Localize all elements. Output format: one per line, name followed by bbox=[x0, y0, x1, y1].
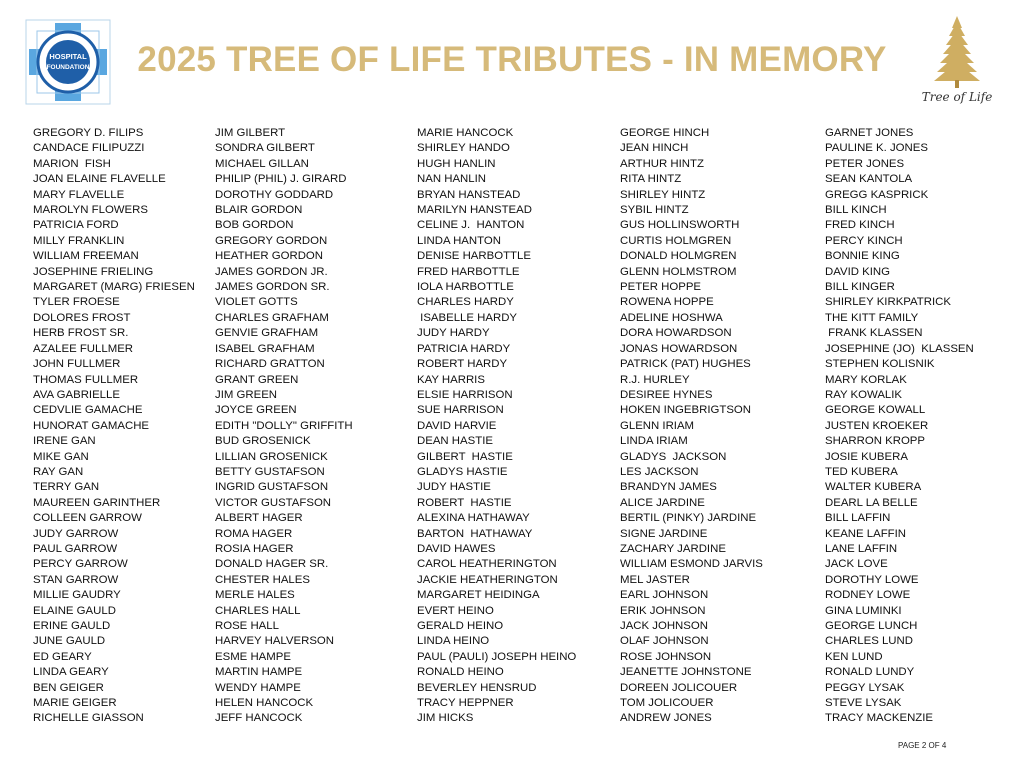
logo-text-bottom: FOUNDATION bbox=[46, 64, 90, 71]
memorial-name: JOSEPHINE (JO) KLASSEN bbox=[825, 342, 974, 355]
memorial-name: VICTOR GUSTAFSON bbox=[215, 496, 332, 509]
memorial-name: LES JACKSON bbox=[620, 465, 699, 478]
memorial-name: JUDY HARDY bbox=[417, 327, 490, 340]
tree-of-life-caption: Tree of Life bbox=[921, 90, 993, 104]
memorial-name: LANE LAFFIN bbox=[825, 542, 898, 555]
memorial-name: JACKIE HEATHERINGTON bbox=[417, 573, 558, 586]
memorial-name: TYLER FROESE bbox=[33, 296, 120, 309]
memorial-name: THE KITT FAMILY bbox=[825, 311, 919, 324]
memorial-name: HELEN HANCOCK bbox=[215, 697, 314, 710]
memorial-name: PAULINE K. JONES bbox=[825, 142, 928, 155]
memorial-name: PERCY GARROW bbox=[33, 558, 128, 571]
memorial-name: JOSIE KUBERA bbox=[825, 450, 908, 463]
memorial-name: DESIREE HYNES bbox=[620, 388, 713, 401]
memorial-name: CANDACE FILIPUZZI bbox=[33, 142, 145, 155]
memorial-name: ELAINE GAULD bbox=[33, 604, 116, 617]
memorial-name: JUDY HASTIE bbox=[417, 481, 491, 494]
memorial-name: MARILYN HANSTEAD bbox=[417, 204, 532, 217]
memorial-name: IRENE GAN bbox=[33, 435, 96, 448]
memorial-name: KEN LUND bbox=[825, 650, 883, 663]
memorial-name: ROSE JOHNSON bbox=[620, 650, 712, 663]
memorial-name: HEATHER GORDON bbox=[215, 250, 324, 263]
memorial-name: JAMES GORDON JR. bbox=[215, 265, 328, 278]
memorial-name: ALEXINA HATHAWAY bbox=[417, 512, 530, 525]
memorial-name: BOB GORDON bbox=[215, 219, 294, 232]
memorial-name: ROSE HALL bbox=[215, 620, 279, 632]
memorial-name: BILL KINGER bbox=[825, 281, 895, 294]
memorial-name: CHARLES HARDY bbox=[417, 296, 514, 309]
memorial-name: GUS HOLLINSWORTH bbox=[620, 219, 740, 232]
memorial-name: BILL KINCH bbox=[825, 204, 887, 217]
memorial-name: GLENN IRIAM bbox=[620, 419, 695, 432]
memorial-name: MAROLYN FLOWERS bbox=[33, 204, 148, 217]
memorial-name: DAVID KING bbox=[825, 265, 890, 278]
memorial-name: SHIRLEY HANDO bbox=[417, 142, 510, 155]
memorial-name: AVA GABRIELLE bbox=[33, 388, 120, 401]
memorial-name: GEORGE HINCH bbox=[620, 127, 710, 139]
memorial-name: HUGH HANLIN bbox=[417, 157, 496, 170]
memorial-name: GREGORY GORDON bbox=[215, 234, 328, 247]
memorial-name: TRACY HEPPNER bbox=[417, 697, 514, 710]
memorial-name: RAY KOWALIK bbox=[825, 388, 903, 401]
memorial-name: WILLIAM ESMOND JARVIS bbox=[620, 558, 763, 571]
memorial-name: HOKEN INGEBRIGTSON bbox=[620, 404, 752, 417]
memorial-name: PATRICIA FORD bbox=[33, 219, 119, 232]
memorial-name: CURTIS HOLMGREN bbox=[620, 234, 732, 247]
memorial-name: GREGORY D. FILIPS bbox=[33, 127, 144, 139]
memorial-name: EARL JOHNSON bbox=[620, 589, 709, 602]
memorial-name: SUE HARRISON bbox=[417, 404, 504, 417]
memorial-name: BRANDYN JAMES bbox=[620, 481, 717, 494]
memorial-name: ROSIA HAGER bbox=[215, 542, 294, 555]
memorial-name: TERRY GAN bbox=[33, 481, 100, 494]
memorial-name: JONAS HOWARDSON bbox=[620, 342, 738, 355]
names-column-2 bbox=[215, 126, 353, 727]
memorial-name: SHIRLEY KIRKPATRICK bbox=[825, 296, 951, 309]
logo-text-top: HOSPITAL bbox=[49, 52, 87, 61]
memorial-name: THOMAS FULLMER bbox=[33, 373, 139, 386]
memorial-name: BEN GEIGER bbox=[33, 681, 104, 694]
memorial-name: PEGGY LYSAK bbox=[825, 681, 905, 694]
memorial-name: MILLY FRANKLIN bbox=[33, 234, 125, 247]
memorial-name: MIKE GAN bbox=[33, 450, 89, 463]
memorial-name: PATRICIA HARDY bbox=[417, 342, 511, 355]
memorial-name: ROBERT HARDY bbox=[417, 358, 508, 371]
names-column-3 bbox=[417, 126, 576, 727]
memorial-name: ALICE JARDINE bbox=[620, 496, 705, 509]
memorial-name: LINDA GEARY bbox=[33, 666, 109, 679]
memorial-name: DOROTHY LOWE bbox=[825, 573, 919, 586]
memorial-name: SEAN KANTOLA bbox=[825, 173, 913, 186]
memorial-name: JUDY GARROW bbox=[33, 527, 119, 540]
memorial-name: OLAF JOHNSON bbox=[620, 635, 709, 648]
memorial-name: RODNEY LOWE bbox=[825, 589, 911, 602]
memorial-name: ADELINE HOSHWA bbox=[620, 311, 723, 324]
memorial-name: MEL JASTER bbox=[620, 573, 690, 586]
memorial-name: HUNORAT GAMACHE bbox=[33, 419, 150, 432]
memorial-name: ED GEARY bbox=[33, 650, 92, 663]
memorial-name: GENVIE GRAFHAM bbox=[215, 327, 319, 340]
memorial-name: ALBERT HAGER bbox=[215, 512, 303, 525]
memorial-name: RAY GAN bbox=[33, 465, 84, 478]
memorial-name: MARY KORLAK bbox=[825, 373, 907, 386]
memorial-name: CELINE J. HANTON bbox=[417, 219, 525, 232]
memorial-name: CHARLES HALL bbox=[215, 604, 301, 617]
memorial-name: ROWENA HOPPE bbox=[620, 296, 714, 309]
memorial-name: JOAN ELAINE FLAVELLE bbox=[33, 173, 166, 186]
memorial-name: PERCY KINCH bbox=[825, 234, 903, 247]
memorial-name: JIM GILBERT bbox=[215, 127, 286, 139]
memorial-name: DENISE HARBOTTLE bbox=[417, 250, 531, 263]
memorial-name: KEANE LAFFIN bbox=[825, 527, 907, 540]
memorial-name: JUNE GAULD bbox=[33, 635, 106, 648]
memorial-name: JEAN HINCH bbox=[620, 142, 689, 155]
memorial-name: WENDY HAMPE bbox=[215, 681, 301, 694]
memorial-name: CHARLES LUND bbox=[825, 635, 913, 648]
memorial-name: DOLORES FROST bbox=[33, 311, 131, 324]
memorial-name: DOREEN JOLICOUER bbox=[620, 681, 738, 694]
memorial-name: DEAN HASTIE bbox=[417, 435, 493, 448]
memorial-name: ROBERT HASTIE bbox=[417, 496, 512, 509]
memorial-name: ZACHARY JARDINE bbox=[620, 542, 726, 555]
memorial-name: MARTIN HAMPE bbox=[215, 666, 303, 679]
memorial-name: JEANETTE JOHNSTONE bbox=[620, 666, 752, 679]
names-column-4 bbox=[620, 126, 763, 727]
memorial-name: PETER JONES bbox=[825, 157, 905, 170]
memorial-name: JUSTEN KROEKER bbox=[825, 419, 929, 432]
memorial-name: COLLEEN GARROW bbox=[33, 512, 142, 525]
memorial-name: INGRID GUSTAFSON bbox=[215, 481, 329, 494]
page-title: 2025 TREE OF LIFE TRIBUTES - IN MEMORY bbox=[137, 40, 887, 79]
memorial-name: JACK LOVE bbox=[825, 558, 888, 571]
memorial-name: SONDRA GILBERT bbox=[215, 142, 315, 155]
memorial-name: DONALD HOLMGREN bbox=[620, 250, 737, 263]
memorial-name: JOSEPHINE FRIELING bbox=[33, 265, 154, 278]
memorial-name: ELSIE HARRISON bbox=[417, 388, 513, 401]
memorial-name: RONALD LUNDY bbox=[825, 666, 915, 679]
memorial-name: LINDA HANTON bbox=[417, 234, 501, 247]
memorial-name: RONALD HEINO bbox=[417, 666, 504, 679]
memorial-name: SIGNE JARDINE bbox=[620, 527, 708, 540]
memorial-name: GERALD HEINO bbox=[417, 620, 504, 632]
memorial-name: DAVID HARVIE bbox=[417, 419, 497, 432]
memorial-name: FRANK KLASSEN bbox=[825, 327, 923, 340]
memorial-name: JOYCE GREEN bbox=[215, 404, 297, 417]
memorial-name: SYBIL HINTZ bbox=[620, 204, 689, 217]
memorial-name: ERINE GAULD bbox=[33, 620, 111, 632]
memorial-name: HARVEY HALVERSON bbox=[215, 635, 335, 648]
memorial-name: ISABEL GRAFHAM bbox=[215, 342, 315, 355]
memorial-name: BERTIL (PINKY) JARDINE bbox=[620, 512, 757, 525]
page-number: PAGE 2 OF 4 bbox=[898, 741, 947, 750]
memorial-name: MAUREEN GARINTHER bbox=[33, 496, 161, 509]
memorial-name: GINA LUMINKI bbox=[825, 604, 902, 617]
memorial-name: KAY HARRIS bbox=[417, 373, 485, 386]
memorial-name: LILLIAN GROSENICK bbox=[215, 450, 328, 463]
memorial-name: MILLIE GAUDRY bbox=[33, 589, 121, 602]
memorial-name: PHILIP (PHIL) J. GIRARD bbox=[215, 173, 347, 186]
memorial-name: BLAIR GORDON bbox=[215, 204, 303, 217]
memorial-name: FRED KINCH bbox=[825, 219, 895, 232]
memorial-name: BEVERLEY HENSRUD bbox=[417, 681, 537, 694]
memorial-name: MARIE HANCOCK bbox=[417, 127, 514, 139]
memorial-name: TOM JOLICOUER bbox=[620, 697, 714, 710]
memorial-name: STEVE LYSAK bbox=[825, 697, 902, 710]
memorial-name: JIM HICKS bbox=[417, 712, 474, 725]
memorial-name: DORA HOWARDSON bbox=[620, 327, 732, 340]
memorial-name: ANDREW JONES bbox=[620, 712, 712, 725]
memorial-name: STEPHEN KOLISNIK bbox=[825, 358, 935, 371]
memorial-name: MARGARET (MARG) FRIESEN bbox=[33, 281, 195, 294]
memorial-name: MARIE GEIGER bbox=[33, 697, 117, 710]
memorial-name: JAMES GORDON SR. bbox=[215, 281, 330, 294]
memorial-name: WALTER KUBERA bbox=[825, 481, 922, 494]
memorial-name: PATRICK (PAT) HUGHES bbox=[620, 358, 751, 371]
memorial-name: BRYAN HANSTEAD bbox=[417, 188, 521, 201]
memorial-name: GRANT GREEN bbox=[215, 373, 299, 386]
memorial-name: BONNIE KING bbox=[825, 250, 900, 263]
memorial-name: GLADYS JACKSON bbox=[620, 450, 727, 463]
memorial-name: PETER HOPPE bbox=[620, 281, 702, 294]
memorial-name: BUD GROSENICK bbox=[215, 435, 311, 448]
memorial-name: MERLE HALES bbox=[215, 589, 295, 602]
memorial-name: GARNET JONES bbox=[825, 127, 914, 139]
memorial-name: JACK JOHNSON bbox=[620, 620, 708, 632]
memorial-name: MARGARET HEIDINGA bbox=[417, 589, 540, 602]
memorial-name: GREGG KASPRICK bbox=[825, 188, 929, 201]
memorial-name: CHARLES GRAFHAM bbox=[215, 311, 329, 324]
memorial-name: SHIRLEY HINTZ bbox=[620, 188, 706, 201]
memorial-name: PAUL GARROW bbox=[33, 542, 118, 555]
memorial-name: GLADYS HASTIE bbox=[417, 465, 508, 478]
memorial-name: BETTY GUSTAFSON bbox=[215, 465, 325, 478]
memorial-name: LINDA IRIAM bbox=[620, 435, 688, 448]
memorial-name: GILBERT HASTIE bbox=[417, 450, 513, 463]
memorial-name: SHARRON KROPP bbox=[825, 435, 926, 448]
memorial-name: RICHELLE GIASSON bbox=[33, 712, 144, 725]
memorial-name: VIOLET GOTTS bbox=[215, 296, 298, 309]
memorial-name: CHESTER HALES bbox=[215, 573, 310, 586]
memorial-name: CEDVLIE GAMACHE bbox=[33, 404, 143, 417]
memorial-name: GEORGE LUNCH bbox=[825, 620, 918, 632]
memorial-name: CAROL HEATHERINGTON bbox=[417, 558, 557, 571]
memorial-name: STAN GARROW bbox=[33, 573, 119, 586]
memorial-name: GEORGE KOWALL bbox=[825, 404, 926, 417]
memorial-name: AZALEE FULLMER bbox=[33, 342, 134, 355]
memorial-name: MICHAEL GILLAN bbox=[215, 157, 309, 170]
memorial-name: JEFF HANCOCK bbox=[215, 712, 303, 725]
memorial-name: DAVID HAWES bbox=[417, 542, 496, 555]
memorial-name: PAUL (PAULI) JOSEPH HEINO bbox=[417, 650, 577, 663]
memorial-name: ROMA HAGER bbox=[215, 527, 293, 540]
memorial-name: DOROTHY GODDARD bbox=[215, 188, 334, 201]
memorial-name: HERB FROST SR. bbox=[33, 327, 129, 340]
memorial-name: IOLA HARBOTTLE bbox=[417, 281, 514, 294]
memorial-name: MARION FISH bbox=[33, 157, 111, 170]
memorial-name: FRED HARBOTTLE bbox=[417, 265, 520, 278]
memorial-name: NAN HANLIN bbox=[417, 173, 486, 186]
memorial-name: GLENN HOLMSTROM bbox=[620, 265, 737, 278]
memorial-name: RITA HINTZ bbox=[620, 173, 682, 186]
memorial-name: EVERT HEINO bbox=[417, 604, 494, 617]
memorial-name: DONALD HAGER SR. bbox=[215, 558, 329, 571]
memorial-name: RICHARD GRATTON bbox=[215, 358, 325, 371]
memorial-name: R.J. HURLEY bbox=[620, 373, 690, 386]
memorial-name: WILLIAM FREEMAN bbox=[33, 250, 139, 263]
memorial-name: ISABELLE HARDY bbox=[417, 311, 518, 324]
names-column-5 bbox=[825, 126, 974, 727]
memorial-name: BARTON HATHAWAY bbox=[417, 527, 533, 540]
memorial-name: DEARL LA BELLE bbox=[825, 496, 918, 509]
names-column-1 bbox=[33, 126, 195, 727]
memorial-name: LINDA HEINO bbox=[417, 635, 490, 648]
memorial-name: ESME HAMPE bbox=[215, 650, 291, 663]
memorial-name: ERIK JOHNSON bbox=[620, 604, 706, 617]
memorial-name: MARY FLAVELLE bbox=[33, 188, 125, 201]
memorial-name: JIM GREEN bbox=[215, 388, 278, 401]
memorial-name: TED KUBERA bbox=[825, 465, 898, 478]
memorial-name: TRACY MACKENZIE bbox=[825, 712, 934, 725]
memorial-name: BILL LAFFIN bbox=[825, 512, 891, 525]
memorial-name: ARTHUR HINTZ bbox=[620, 157, 704, 170]
memorial-name: EDITH "DOLLY" GRIFFITH bbox=[215, 419, 353, 432]
memorial-name: JOHN FULLMER bbox=[33, 358, 121, 371]
